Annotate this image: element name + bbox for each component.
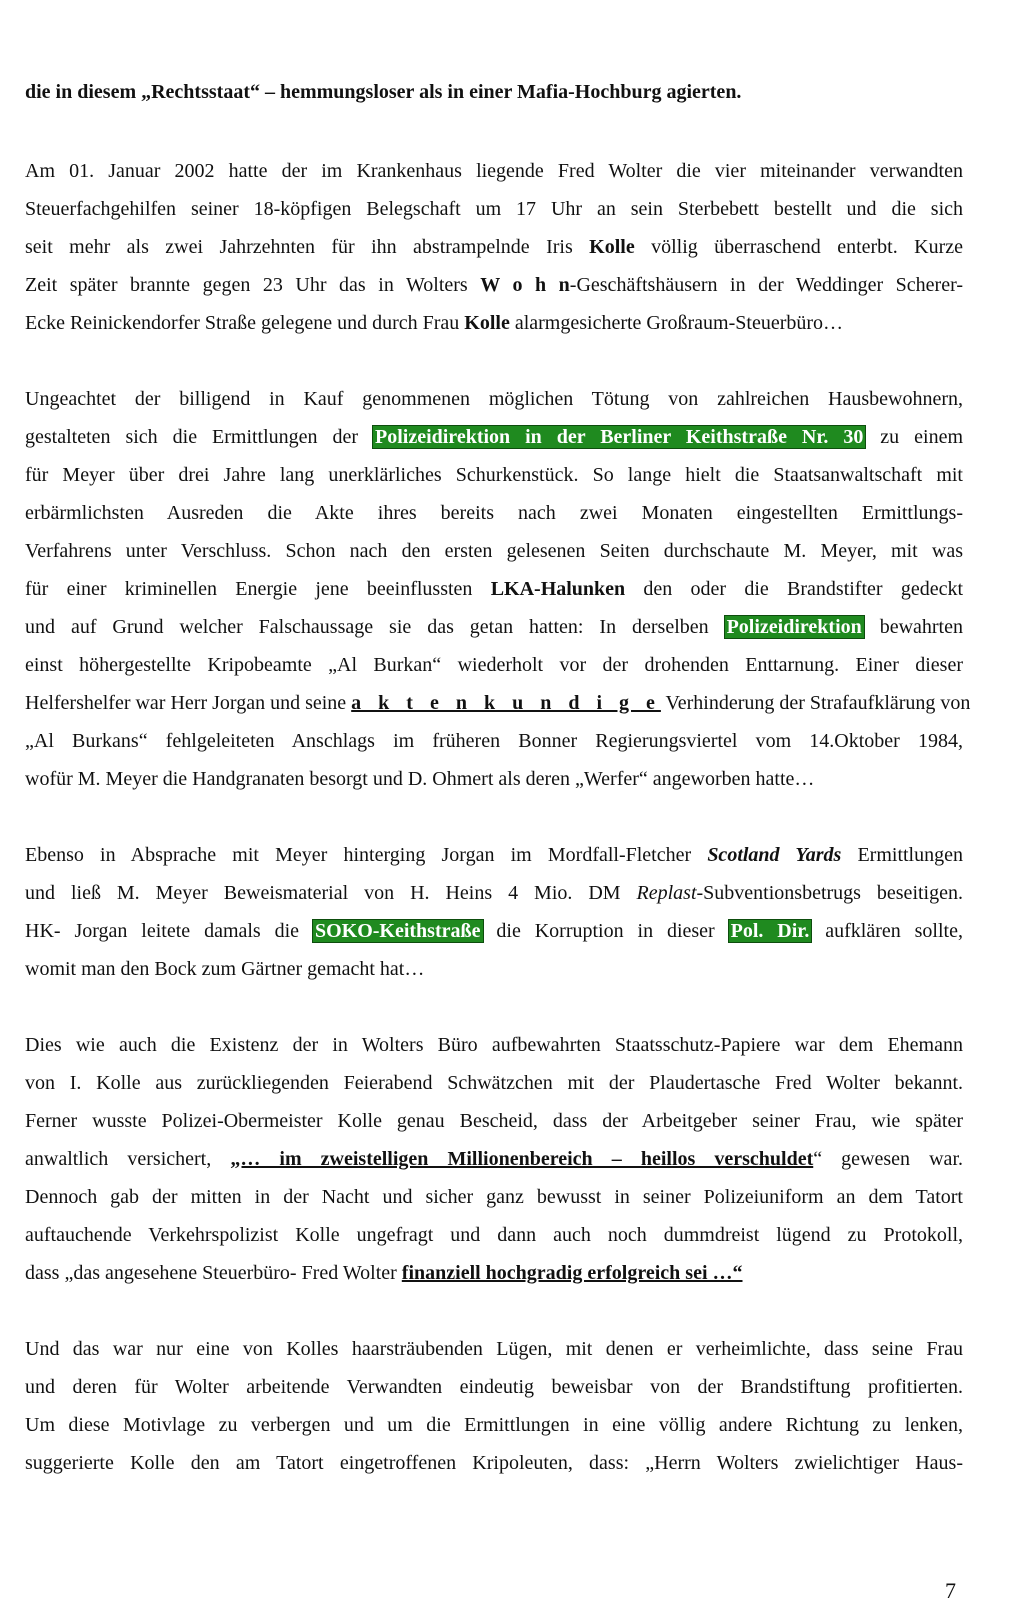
text-segment: die Korruption in dieser bbox=[482, 920, 729, 942]
highlighted-text: Polizeidirektion bbox=[726, 616, 862, 638]
text-line bbox=[25, 456, 963, 494]
text-segment: alarmgesicherte Großraum-Steuerbüro… bbox=[509, 312, 844, 334]
text-segment: Steuerfachgehilfen seiner 18-köpfigen Belegschaft um 17 Uhr an sein Sterbebett bestellt und die sich bbox=[25, 198, 963, 220]
text-line bbox=[25, 608, 963, 646]
text-segment: W o h n bbox=[480, 274, 570, 296]
text-segment: „… im zweistelligen Millionenbereich – heillos verschuldet bbox=[230, 1148, 814, 1170]
text-segment: HK- Jorgan leitete damals die bbox=[25, 920, 313, 942]
text-segment: suggerierte Kolle den am Tatort eingetroffenen Kripoleuten, dass: „Herrn Wolters zwielichtiger Haus- bbox=[25, 1452, 963, 1474]
text-line bbox=[25, 1102, 963, 1140]
text-segment: Kolle bbox=[589, 236, 635, 258]
text-line bbox=[25, 532, 963, 570]
text-segment: a k t e n k u n d i g e bbox=[351, 692, 661, 714]
text-segment: aufklären sollte, bbox=[811, 920, 963, 942]
text-line bbox=[25, 1064, 963, 1102]
text-segment: Dies wie auch die Existenz der in Wolters Büro aufbewahrten Staatsschutz-Papiere war dem Ehemann bbox=[25, 1034, 963, 1056]
text-line bbox=[25, 684, 971, 722]
text-line bbox=[25, 836, 963, 874]
text-segment: Ebenso in Absprache mit Meyer hinterging Jorgan im Mordfall-Fletcher bbox=[25, 844, 708, 866]
text-segment: erbärmlichsten Ausreden die Akte ihres bereits nach zwei Monaten eingestellten Ermittlungs- bbox=[25, 502, 963, 524]
text-segment: Ungeachtet der billigend in Kauf genommenen möglichen Tötung von zahlreichen Hausbewohnern, bbox=[25, 388, 963, 410]
text-segment: die in diesem „Rechtsstaat“ – hemmungsloser als in einer Mafia-Hochburg agierten. bbox=[25, 81, 742, 103]
text-line bbox=[25, 380, 963, 418]
text-line bbox=[25, 1216, 963, 1254]
text-segment: -Geschäftshäusern in der Weddinger Scherer- bbox=[569, 274, 964, 296]
text-segment: und ließ M. Meyer Beweismaterial von H. Heins 4 Mio. DM bbox=[25, 882, 637, 904]
text-line bbox=[25, 228, 963, 266]
text-segment: Ermittlungen bbox=[841, 844, 963, 866]
text-line bbox=[25, 950, 963, 988]
text-segment: Zeit später brannte gegen 23 Uhr das in Wolters bbox=[25, 274, 481, 296]
text-segment: „Al Burkans“ fehlgeleiteten Anschlags im früheren Bonner Regierungsviertel vom 14.Oktober 1984, bbox=[25, 730, 963, 752]
text-line bbox=[25, 912, 963, 950]
text-segment: zu einem bbox=[865, 426, 964, 448]
text-line bbox=[25, 874, 963, 912]
text-segment: womit man den Bock zum Gärtner gemacht hat… bbox=[25, 958, 425, 980]
text-line bbox=[25, 1330, 963, 1368]
text-segment: Dennoch gab der mitten in der Nacht und sicher ganz bewusst in seiner Polizeiuniform an dem Tatort bbox=[25, 1186, 963, 1208]
text-line bbox=[25, 1444, 963, 1482]
highlighted-text: SOKO-Keithstraße bbox=[314, 920, 481, 942]
text-segment: -Subventionsbetrugs beseitigen. bbox=[696, 882, 963, 904]
page-number: 7 bbox=[945, 1578, 956, 1603]
text-segment: und deren für Wolter arbeitende Verwandten eindeutig beweisbar von der Brandstiftung profitierten. bbox=[25, 1376, 963, 1398]
text-line bbox=[25, 73, 963, 111]
text-segment: Am 01. Januar 2002 hatte der im Krankenhaus liegende Fred Wolter die vier miteinander verwandten bbox=[25, 160, 963, 182]
text-segment: wofür M. Meyer die Handgranaten besorgt und D. Ohmert als deren „Werfer“ angeworben hatte… bbox=[25, 768, 815, 790]
text-line bbox=[25, 418, 963, 456]
text-segment: auftauchende Verkehrspolizist Kolle ungefragt und dann auch noch dummdreist lügend zu Protokoll, bbox=[25, 1224, 963, 1246]
text-line bbox=[25, 494, 963, 532]
text-segment: Kolle bbox=[464, 312, 510, 334]
text-segment: Scotland Yards bbox=[707, 844, 842, 866]
text-line bbox=[25, 1254, 963, 1292]
text-segment: finanziell hochgradig erfolgreich sei …“ bbox=[401, 1262, 743, 1284]
text-segment: und auf Grund welcher Falschaussage sie das getan hatten: In derselben bbox=[25, 616, 725, 638]
text-segment: Verhinderung der Strafaufklärung von bbox=[660, 692, 971, 714]
text-line bbox=[25, 722, 963, 760]
text-line bbox=[25, 304, 963, 342]
text-line bbox=[25, 1368, 963, 1406]
text-segment: von I. Kolle aus zurückliegenden Feierabend Schwätzchen mit der Plaudertasche Fred Wolter bekannt. bbox=[25, 1072, 963, 1094]
text-segment: völlig überraschend enterbt. Kurze bbox=[634, 236, 963, 258]
text-segment: “ gewesen war. bbox=[813, 1148, 963, 1170]
text-segment: anwaltlich versichert, bbox=[25, 1148, 231, 1170]
text-segment: Verfahrens unter Verschluss. Schon nach den ersten gelesenen Seiten durchschaute M. Meyer, mit was bbox=[25, 540, 963, 562]
text-line bbox=[25, 1140, 963, 1178]
text-segment: Und das war nur eine von Kolles haarsträubenden Lügen, mit denen er verheimlichte, dass seine Frau bbox=[25, 1338, 963, 1360]
text-segment: Ferner wusste Polizei-Obermeister Kolle genau Bescheid, dass der Arbeitgeber seiner Frau, wie später bbox=[25, 1110, 963, 1132]
text-segment: einst höhergestellte Kripobeamte „Al Burkan“ wiederholt vor der drohenden Enttarnung. Einer dieser bbox=[25, 654, 963, 676]
text-line bbox=[25, 646, 963, 684]
text-line bbox=[25, 266, 963, 304]
text-segment: für Meyer über drei Jahre lang unerklärliches Schurkenstück. So lange hielt die Staatsanwaltschaft mit bbox=[25, 464, 963, 486]
text-line bbox=[25, 1178, 963, 1216]
text-line bbox=[25, 570, 963, 608]
text-segment: dass „das angesehene Steuerbüro- Fred Wolter bbox=[25, 1262, 402, 1284]
text-segment: für einer kriminellen Energie jene beeinflussten bbox=[25, 578, 491, 600]
highlighted-text: Pol. Dir. bbox=[730, 920, 810, 942]
highlighted-text: Polizeidirektion in der Berliner Keithstraße Nr. 30 bbox=[374, 426, 864, 448]
text-segment: Um diese Motivlage zu verbergen und um die Ermittlungen in eine völlig andere Richtung zu lenken, bbox=[25, 1414, 963, 1436]
text-segment: LKA-Halunken bbox=[490, 578, 626, 600]
text-line bbox=[25, 1026, 963, 1064]
text-segment: Helfershelfer war Herr Jorgan und seine bbox=[25, 692, 352, 714]
text-segment: Replast bbox=[636, 882, 697, 904]
text-segment: Ecke Reinickendorfer Straße gelegene und durch Frau bbox=[25, 312, 465, 334]
text-segment: gestalteten sich die Ermittlungen der bbox=[25, 426, 373, 448]
text-line bbox=[25, 1406, 963, 1444]
text-segment: den oder die Brandstifter gedeckt bbox=[625, 578, 964, 600]
text-line bbox=[25, 152, 963, 190]
text-segment: seit mehr als zwei Jahrzehnten für ihn abstrampelnde Iris bbox=[25, 236, 590, 258]
text-line bbox=[25, 760, 963, 798]
text-segment: bewahrten bbox=[863, 616, 963, 638]
text-line bbox=[25, 190, 963, 228]
